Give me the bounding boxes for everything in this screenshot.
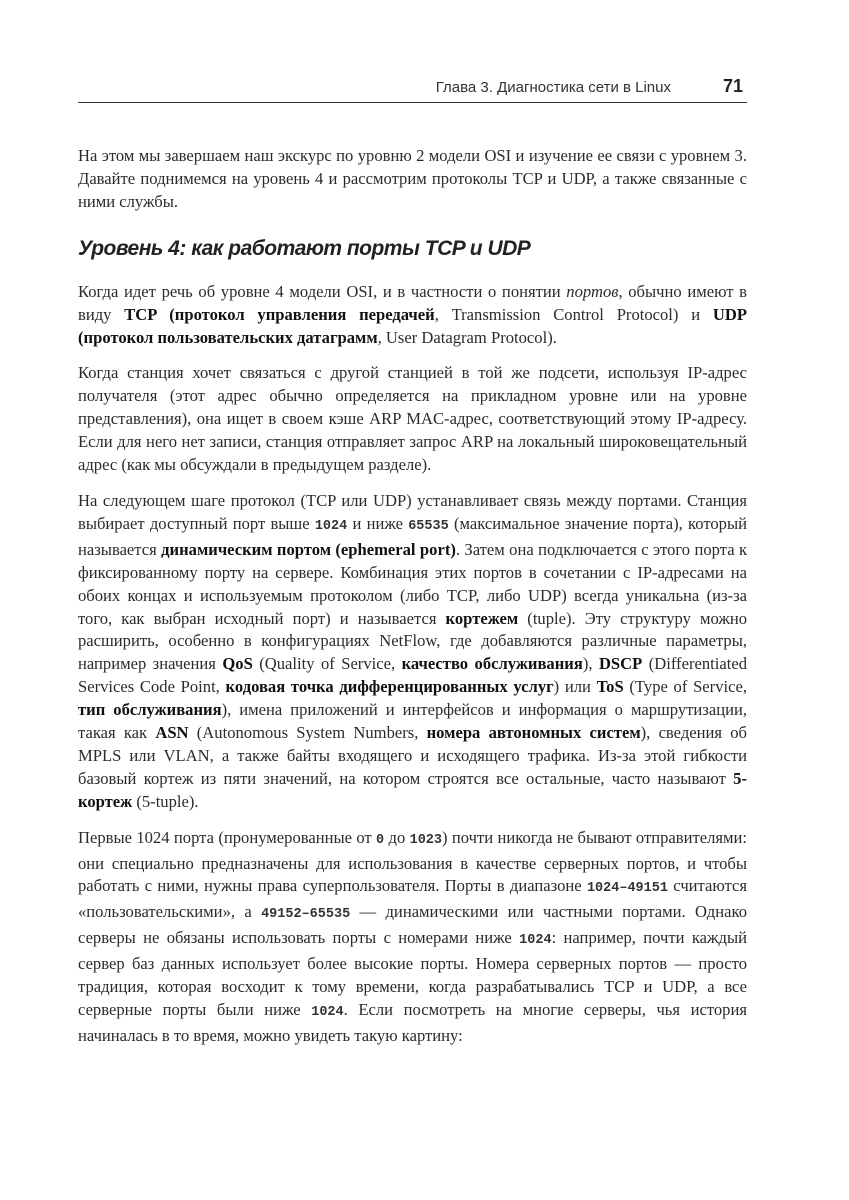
term-tos: ToS (596, 677, 624, 697)
term-asn: ASN (155, 723, 189, 743)
term-udp: UDP (протокол пользовательских датаграмм (78, 304, 747, 347)
page-body (78, 145, 747, 1061)
paragraph-arp: Когда станция хочет связаться с другой станцией в той же подсети, используя IP-адрес получателя (этот адрес обычно определяется на прикладном уровне или на уровне представления), она ищет в своем кэше ARP MAC-адрес, соответствующий этому IP-адресу. Если для него нет записи, станция отправляет запрос ARP на локальный широковещательный адрес (как мы обсуждали в предыдущем разделе). (78, 363, 747, 475)
text-span: (Autonomous System Numbers, (188, 723, 427, 743)
term-asn-ru: номера автономных систем (426, 723, 641, 743)
text-span: — динамическими или частными портами. Однако серверы не обязаны использовать порты с номерами ниже (78, 902, 747, 948)
code-1023: 1023 (409, 832, 443, 848)
code-range-dynamic: 49152–65535 (261, 907, 351, 923)
chapter-title: Глава 3. Диагностика сети в Linux (435, 79, 671, 96)
code-1024: 1024 (314, 518, 348, 534)
paragraph-ports (78, 490, 747, 814)
paragraph-layer4 (78, 281, 747, 350)
term-qos: QoS (222, 654, 253, 674)
text-span: , User Datagram Protocol). (377, 327, 557, 347)
text-span: , Transmission Control Protocol) и (434, 304, 713, 324)
term-dynamic-port: динамическим портом (ephemeral port) (161, 539, 456, 559)
code-65535: 65535 (408, 518, 449, 534)
text-span: Первые 1024 порта (пронумерованные от (78, 827, 377, 847)
paragraph-intro: На этом мы завершаем наш экскурс по уровню 2 модели OSI и изучение ее связи с уровнем 3. Давайте поднимемся на уровень 4 и рассмотрим протоколы TCP и UDP, а также связанные с ними службы. (78, 146, 747, 211)
code-1024: 1024 (519, 933, 552, 949)
term-dscp: DSCP (598, 654, 643, 674)
term-dscp-ru: кодовая точка дифференцированных услуг (225, 677, 554, 697)
term-ports: портов (566, 281, 619, 301)
text-span: ), имена приложений и интерфейсов и информация о маршрутизации, такая как (78, 700, 747, 743)
text-span: (максимальное значение порта), который называется (78, 513, 747, 559)
text-span: и ниже (347, 513, 409, 533)
term-tuple: кортежем (445, 608, 519, 628)
text-span: (Type of Service, (623, 677, 747, 697)
text-span: (Quality of Service, (252, 654, 402, 674)
page-number: 71 (722, 76, 743, 96)
code-range-user: 1024–49151 (586, 881, 668, 897)
term-tcp: TCP (протокол управления передачей (124, 304, 435, 324)
section-heading: Уровень 4: как работают порты TCP и UDP (78, 236, 531, 260)
running-header (78, 76, 747, 103)
text-span: (5-tuple). (132, 791, 199, 811)
text-span: . Затем она подключается с этого порта к фиксированному порту на сервере. Комбинация этих портов в сочетании с IP-адресами на обоих концах и используемым протоколом (либо TCP, либо UDP) всегда уникальна (из-за того, как выбран исходный порт) и называется (78, 539, 748, 628)
term-qos-ru: качество обслуживания (401, 654, 583, 674)
code-1024: 1024 (311, 1005, 344, 1020)
text-span: : например, почти каждый сервер баз данных использует более высокие порты. Номера серверных портов — просто традиция, которая восходит к тому времени, когда разрабатывались TCP и UDP, а все серверные порты были ниже (78, 928, 747, 1019)
text-span: (tuple). Эту структуру можно расширить, особенно в конфигурациях NetFlow, где добавляются различные параметры, например значения (78, 608, 748, 674)
paragraph-port-ranges (78, 827, 747, 1048)
text-span: ), сведения об MPLS или VLAN, а также байты входящего и исходящего трафика. Из-за этой гибкости базовый кортеж из пяти значений, на котором строятся все остальные, часто называют (78, 723, 747, 788)
text-span: Когда идет речь об уровне 4 модели OSI, и в частности о понятии (78, 281, 567, 301)
text-span: (Differentiated Services Code Point, (78, 654, 747, 697)
text-span: ) или (553, 677, 597, 697)
text-span: считаются «пользовательскими», а (78, 876, 747, 922)
text-span: ), (582, 654, 599, 674)
text-span: . Если посмотреть на многие серверы, чья история начиналась в то время, можно увидеть такую картину: (78, 1000, 747, 1045)
code-0: 0 (376, 832, 385, 848)
text-span: На следующем шаге протокол (TCP или UDP) устанавливает связь между портами. Станция выбирает доступный порт выше (78, 490, 747, 533)
text-span: , обычно имеют в виду (78, 281, 747, 324)
text-span: до (384, 827, 410, 847)
term-5-tuple: 5-кортеж (78, 768, 747, 811)
text-span: ) почти никогда не бывают отправителями: они специально предназначены для использования в качестве серверных портов, и чтобы работать с ними, нужны права суперпользователя. Порты в диапазоне (78, 827, 747, 896)
term-tos-ru: тип обслуживания (78, 700, 222, 720)
